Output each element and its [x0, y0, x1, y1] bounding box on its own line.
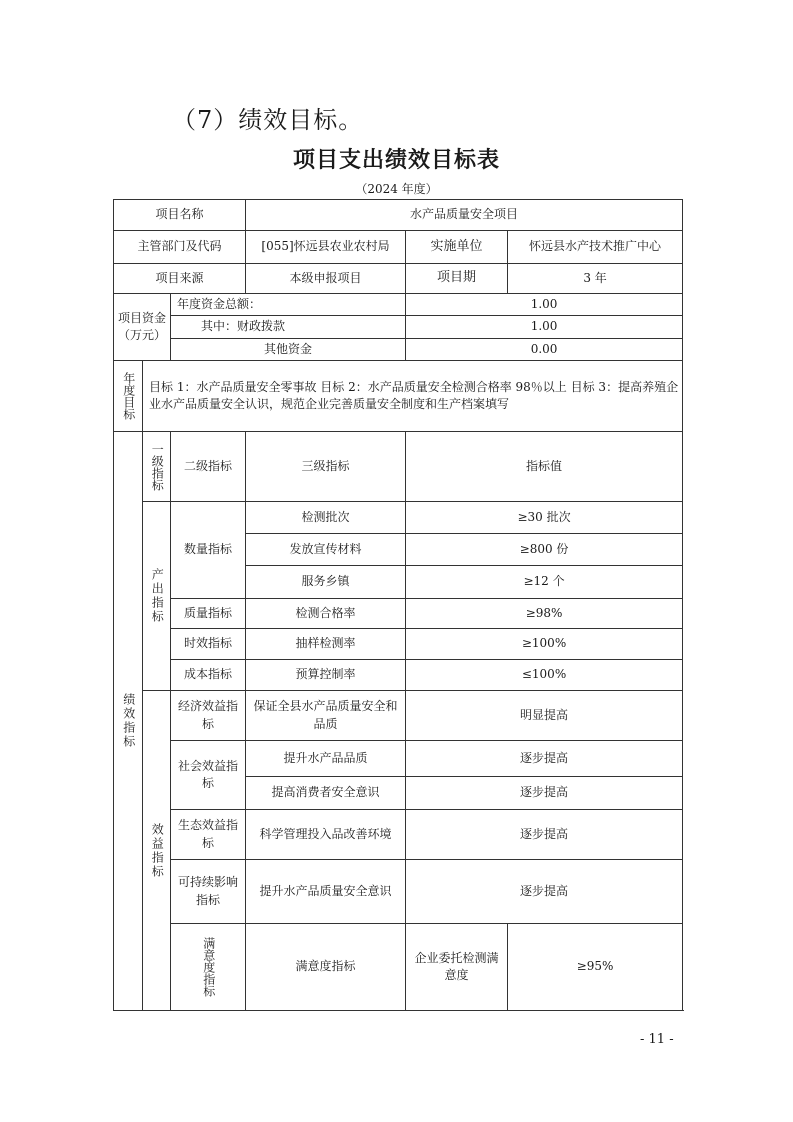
- year-label: （2024 年度）: [355, 182, 438, 196]
- impl-label: 实施单位: [406, 231, 508, 264]
- impl-value: 怀远县水产技术推广中心: [508, 231, 683, 264]
- fund-fiscal-value: 1.00: [406, 316, 683, 338]
- satisfaction-indicator-label: 满意度指标: [171, 924, 246, 1011]
- fund-label: 项目资金（万元）: [114, 294, 171, 361]
- economic-item: 保证全县水产品质量安全和品质: [246, 691, 406, 741]
- dept-value: [055]怀远县农业农村局: [246, 231, 406, 264]
- project-name-label: 项目名称: [114, 200, 246, 231]
- social-item-1: 提升水产品品质: [246, 741, 406, 777]
- quality-item: 检测合格率: [246, 599, 406, 629]
- col-level2: 二级指标: [171, 432, 246, 502]
- dept-label: 主管部门及代码: [114, 231, 246, 264]
- quality-indicator: 质量指标: [171, 599, 246, 629]
- performance-table: [113, 199, 683, 1011]
- source-label: 项目来源: [114, 264, 246, 294]
- fund-total-label: 年度资金总额：: [171, 294, 406, 316]
- col-level1: 一级指标: [143, 432, 171, 502]
- eco-indicator: 生态效益指标: [171, 810, 246, 860]
- eco-item: 科学管理投入品改善环境: [246, 810, 406, 860]
- sustain-value: 逐步提高: [406, 860, 683, 924]
- fund-fiscal-label: 其中：财政拨款: [171, 316, 406, 338]
- col-level3: 三级指标: [246, 432, 406, 502]
- social-indicator: 社会效益指标: [171, 741, 246, 810]
- timeliness-indicator: 时效指标: [171, 629, 246, 660]
- q2-item: 发放宣传材料: [246, 534, 406, 566]
- q3-value: ≥12 个: [406, 566, 683, 599]
- quality-value: ≥98%: [406, 599, 683, 629]
- table-title: 项目支出绩效目标表: [292, 148, 500, 173]
- sustain-indicator: 可持续影响指标: [171, 860, 246, 924]
- perf-indicator-label: 绩效指标: [114, 432, 143, 1011]
- cost-item: 预算控制率: [246, 660, 406, 691]
- satisfaction-level2: 满意度指标: [246, 924, 406, 1011]
- col-value: 指标值: [406, 432, 683, 502]
- economic-indicator: 经济效益指标: [171, 691, 246, 741]
- fund-total-value: 1.00: [406, 294, 683, 316]
- benefit-indicator-label: 效益指标: [143, 691, 171, 1011]
- q3-item: 服务乡镇: [246, 566, 406, 599]
- satisfaction-value: ≥95%: [508, 924, 683, 1011]
- social-value-1: 逐步提高: [406, 741, 683, 777]
- social-value-2: 逐步提高: [406, 777, 683, 810]
- cost-value: ≤100%: [406, 660, 683, 691]
- fund-other-value: 0.00: [406, 338, 683, 360]
- source-value: 本级申报项目: [246, 264, 406, 294]
- annual-goal-label: 年度目标: [114, 361, 143, 432]
- sustain-item: 提升水产品质量安全意识: [246, 860, 406, 924]
- timeliness-item: 抽样检测率: [246, 629, 406, 660]
- eco-value: 逐步提高: [406, 810, 683, 860]
- q1-value: ≥30 批次: [406, 502, 683, 534]
- period-label: 项目期: [406, 264, 508, 294]
- page-number: - 11 -: [640, 1032, 674, 1047]
- social-item-2: 提高消费者安全意识: [246, 777, 406, 810]
- satisfaction-item: 企业委托检测满意度: [406, 924, 508, 1011]
- project-name-value: 水产品质量安全项目: [246, 200, 683, 231]
- economic-value: 明显提高: [406, 691, 683, 741]
- fund-other-label: 其他资金: [171, 338, 406, 360]
- cost-indicator: 成本指标: [171, 660, 246, 691]
- output-indicator-label: 产出指标: [143, 502, 171, 691]
- annual-goal-text: 目标 1：水产品质量安全零事故 目标 2：水产品质量安全检测合格率 98％以上 目标 3：提高养殖企业水产品质量安全认识，规范企业完善质量安全制度和生产档案填写: [143, 361, 683, 432]
- q2-value: ≥800 份: [406, 534, 683, 566]
- section-heading: （7）绩效目标。: [172, 106, 364, 134]
- period-value: 3 年: [508, 264, 683, 294]
- q1-item: 检测批次: [246, 502, 406, 534]
- quantity-indicator: 数量指标: [171, 502, 246, 599]
- timeliness-value: ≥100%: [406, 629, 683, 660]
